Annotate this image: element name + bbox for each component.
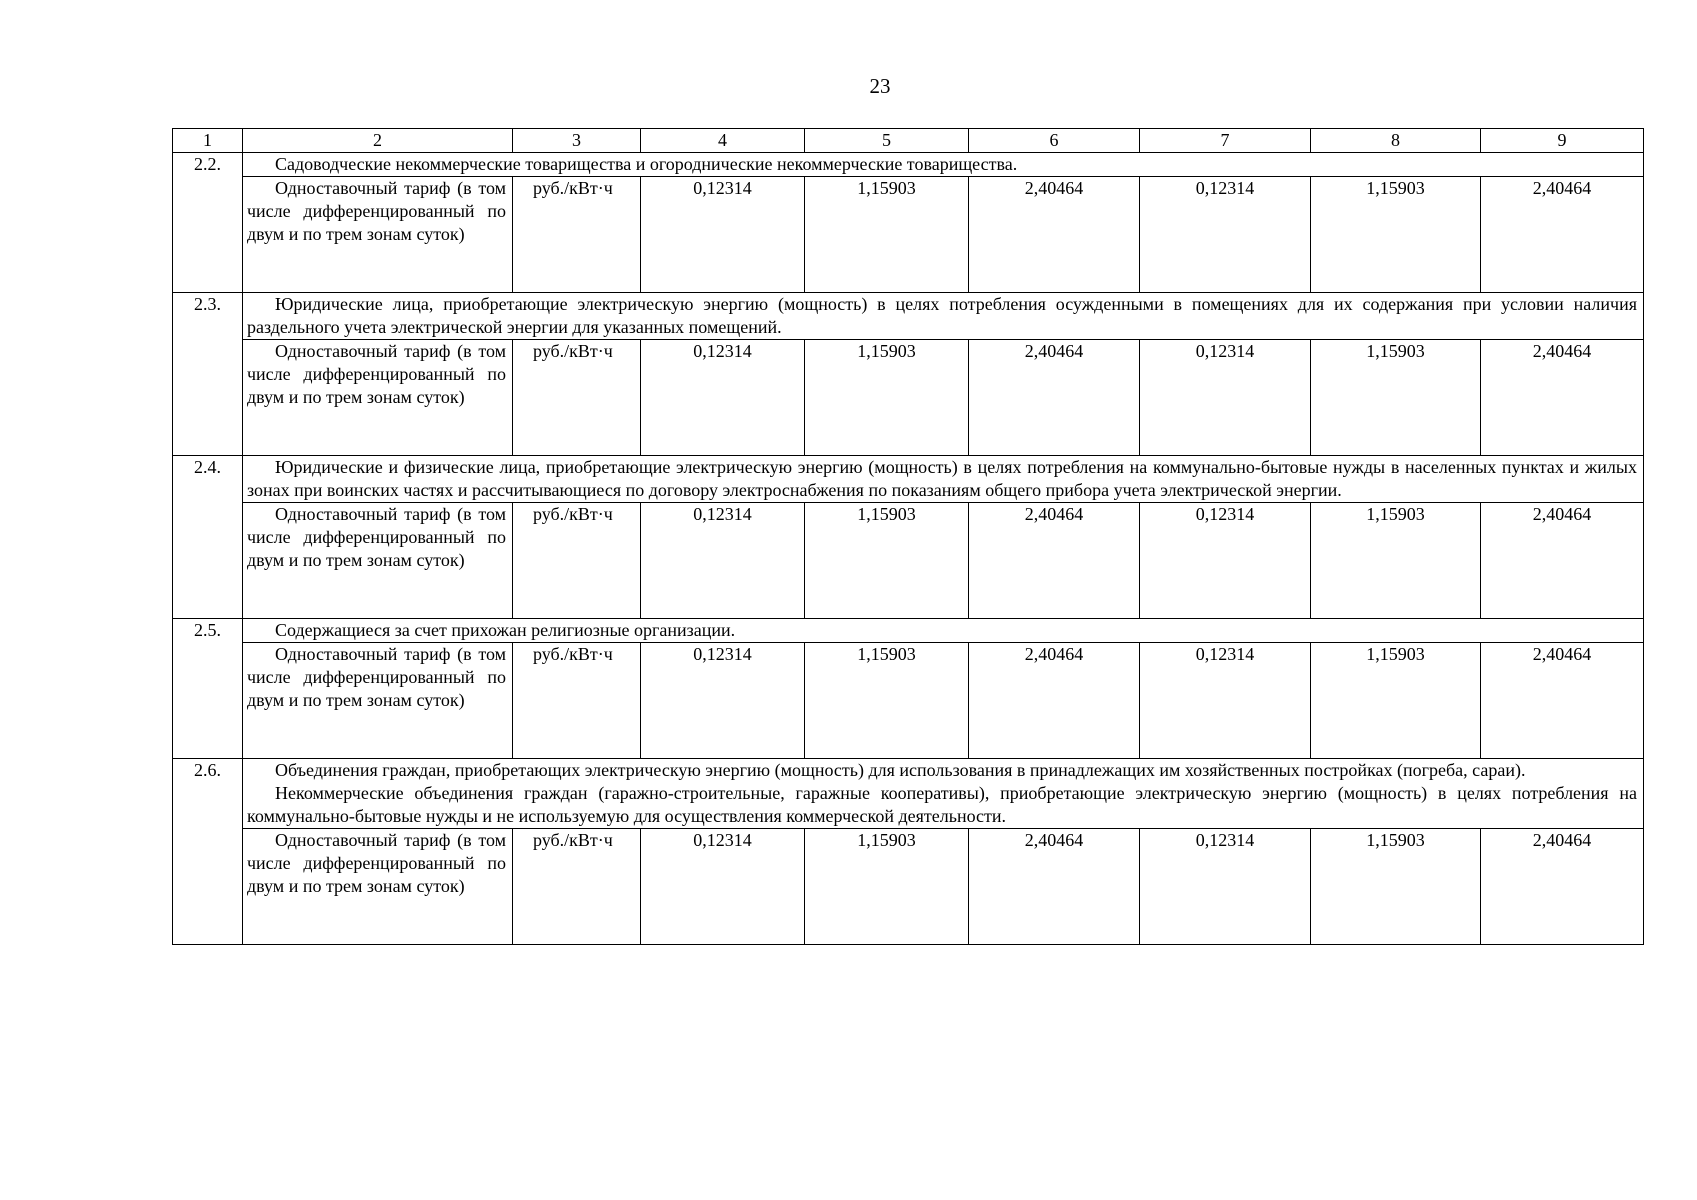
tariff-value: 2,40464 bbox=[1481, 829, 1644, 945]
tariff-value: 0,12314 bbox=[1140, 829, 1311, 945]
tariff-unit: руб./кВт·ч bbox=[513, 503, 641, 619]
tariff-value: 2,40464 bbox=[969, 643, 1140, 759]
tariff-value: 1,15903 bbox=[1311, 643, 1481, 759]
tariff-value: 0,12314 bbox=[641, 829, 805, 945]
page-number: 23 bbox=[869, 74, 891, 98]
tariff-value: 2,40464 bbox=[1481, 503, 1644, 619]
tariff-description: Одноставочный тариф (в том числе дифференцированный по двум и по трем зонам суток) bbox=[243, 643, 513, 759]
tariff-value: 0,12314 bbox=[641, 643, 805, 759]
consumer-category: Юридические лица, приобретающие электрическую энергию (мощность) в целях потребления осужденными в помещениях для их содержания при условии наличия раздельного учета электрической энергии для указанных помещений. bbox=[243, 293, 1644, 340]
tariff-row bbox=[173, 643, 1644, 759]
tariff-value: 1,15903 bbox=[1311, 829, 1481, 945]
column-number: 1 bbox=[173, 129, 243, 153]
tariff-value: 1,15903 bbox=[805, 503, 969, 619]
tariff-value: 2,40464 bbox=[1481, 340, 1644, 456]
column-number: 5 bbox=[805, 129, 969, 153]
tariff-row bbox=[173, 829, 1644, 945]
consumer-category: Содержащиеся за счет прихожан религиозные организации. bbox=[243, 619, 1644, 643]
category-row bbox=[173, 293, 1644, 340]
column-number-row bbox=[173, 129, 1644, 153]
tariff-description: Одноставочный тариф (в том числе дифференцированный по двум и по трем зонам суток) bbox=[243, 829, 513, 945]
tariff-unit: руб./кВт·ч bbox=[513, 643, 641, 759]
category-row bbox=[173, 619, 1644, 643]
tariff-value: 2,40464 bbox=[969, 829, 1140, 945]
tariff-value: 1,15903 bbox=[1311, 340, 1481, 456]
tariff-row bbox=[173, 177, 1644, 293]
tariff-row bbox=[173, 503, 1644, 619]
tariff-value: 1,15903 bbox=[1311, 503, 1481, 619]
tariff-description: Одноставочный тариф (в том числе дифференцированный по двум и по трем зонам суток) bbox=[243, 177, 513, 293]
column-number: 6 bbox=[969, 129, 1140, 153]
column-number: 7 bbox=[1140, 129, 1311, 153]
tariff-value: 0,12314 bbox=[641, 503, 805, 619]
tariff-value: 2,40464 bbox=[969, 340, 1140, 456]
row-number: 2.6. bbox=[173, 759, 243, 945]
row-number: 2.4. bbox=[173, 456, 243, 619]
tariff-value: 1,15903 bbox=[805, 340, 969, 456]
consumer-category-paragraph: Некоммерческие объединения граждан (гаражно-строительные, гаражные кооперативы), приобретающие электрическую энергию (мощность) в целях потребления на коммунально-бытовые нужды и не используемую для осуществления коммерческой деятельности. bbox=[247, 783, 1637, 826]
tariff-value: 0,12314 bbox=[1140, 340, 1311, 456]
row-number: 2.5. bbox=[173, 619, 243, 759]
row-number: 2.3. bbox=[173, 293, 243, 456]
tariff-value: 1,15903 bbox=[805, 177, 969, 293]
consumer-category: Юридические и физические лица, приобретающие электрическую энергию (мощность) в целях потребления на коммунально-бытовые нужды в населенных пунктах и жилых зонах при воинских частях и рассчитывающиеся по договору электроснабжения по показаниям общего прибора учета электрической энергии. bbox=[243, 456, 1644, 503]
tariff-value: 2,40464 bbox=[969, 503, 1140, 619]
consumer-category bbox=[243, 759, 1644, 829]
table-body bbox=[173, 129, 1644, 945]
tariff-value: 0,12314 bbox=[1140, 503, 1311, 619]
tariff-value: 1,15903 bbox=[805, 643, 969, 759]
tariff-table bbox=[172, 128, 1644, 945]
tariff-unit: руб./кВт·ч bbox=[513, 340, 641, 456]
tariff-value: 2,40464 bbox=[1481, 643, 1644, 759]
category-row bbox=[173, 456, 1644, 503]
tariff-unit: руб./кВт·ч bbox=[513, 829, 641, 945]
tariff-value: 2,40464 bbox=[969, 177, 1140, 293]
tariff-value: 2,40464 bbox=[1481, 177, 1644, 293]
tariff-value: 0,12314 bbox=[1140, 643, 1311, 759]
tariff-value: 0,12314 bbox=[641, 177, 805, 293]
tariff-unit: руб./кВт·ч bbox=[513, 177, 641, 293]
column-number: 9 bbox=[1481, 129, 1644, 153]
column-number: 2 bbox=[243, 129, 513, 153]
row-number: 2.2. bbox=[173, 153, 243, 293]
tariff-value: 1,15903 bbox=[805, 829, 969, 945]
column-number: 4 bbox=[641, 129, 805, 153]
tariff-row bbox=[173, 340, 1644, 456]
tariff-description: Одноставочный тариф (в том числе дифференцированный по двум и по трем зонам суток) bbox=[243, 340, 513, 456]
tariff-value: 1,15903 bbox=[1311, 177, 1481, 293]
tariff-value: 0,12314 bbox=[641, 340, 805, 456]
tariff-value: 0,12314 bbox=[1140, 177, 1311, 293]
tariff-description: Одноставочный тариф (в том числе дифференцированный по двум и по трем зонам суток) bbox=[243, 503, 513, 619]
column-number: 8 bbox=[1311, 129, 1481, 153]
category-row bbox=[173, 759, 1644, 829]
category-row bbox=[173, 153, 1644, 177]
consumer-category-paragraph: Объединения граждан, приобретающих электрическую энергию (мощность) для использования в принадлежащих им хозяйственных постройках (погреба, сараи). bbox=[275, 760, 1526, 780]
column-number: 3 bbox=[513, 129, 641, 153]
consumer-category: Садоводческие некоммерческие товарищества и огороднические некоммерческие товарищества. bbox=[243, 153, 1644, 177]
